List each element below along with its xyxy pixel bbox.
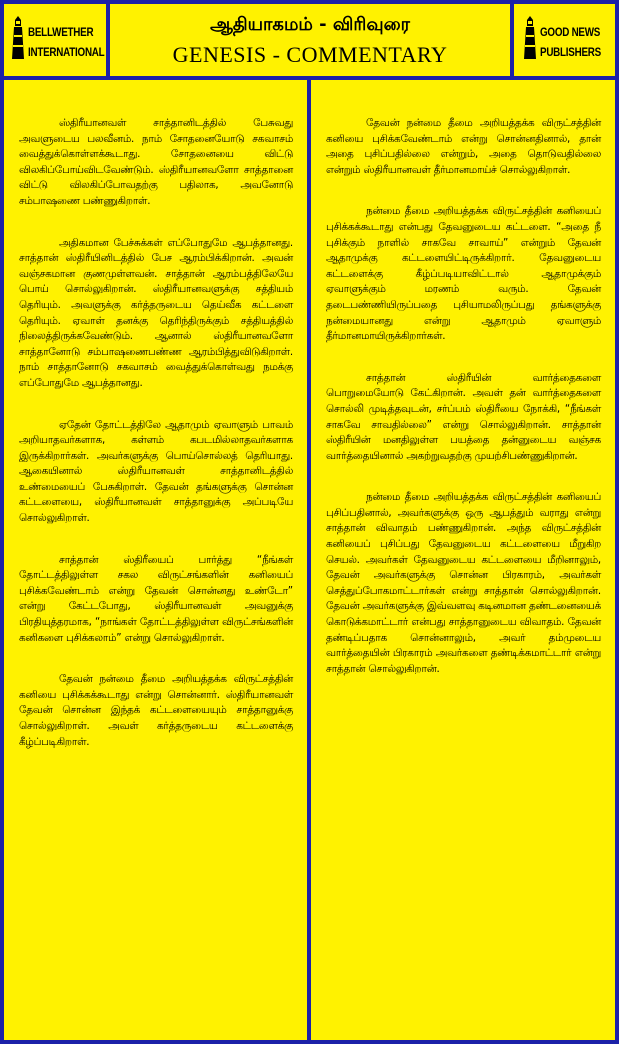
left-paragraph-1: ஸ்திரீயானவள் சாத்தானிடத்தில் பேசுவது அவளுடைய பலவீனம். நாம் சோதனையோடு சகவாசம் வைத்துக்கொள்ளக்கூடாது. சோதனையை விட்டு விலகிப்போய்விடவேண்டும். ஸ்திரீயானவளோ சாத்தானை விட்டு விலகிப்போவதற்கு பதிலாக, அவனோடு சம்பாஷணை பண்ணுகிறாள். bbox=[19, 117, 293, 207]
lighthouse-icon bbox=[10, 15, 26, 61]
right-paragraph-3: சாத்தான் ஸ்திரீயின் வார்த்தைகளை பொறுமையோடு கேட்கிறான். அவள் தன் வார்த்தைகளை சொல்லி முடித்தவுடன், சர்ப்பம் ஸ்திரீயை நோக்கி, “நீங்கள் சாகவே சாவதில்லை” என்று சொல்லுகிறான். சாத்தான் ஸ்திரீயின் மனதிலுள்ள பயத்தை தன்னுடைய வஞ்சக வார்த்தையினால் அகற்றுவதற்கு முயற்சிபண்ணுகிறான். bbox=[326, 371, 601, 462]
left-paragraph-3: ஏதேன் தோட்டத்திலே ஆதாமும் ஏவாளும் பாவம் அறியாதவர்களாக, கள்ளம் கபடமில்லாதவர்களாக இருக்கிறார்கள். அவர்களுக்கு பொய்சொல்லத் தெரியாது. ஆகையினால் ஸ்திரீயானவள் சாத்தானிடத்தில் உண்மையைப் பேசுகிறாள். தேவன் தங்களுக்கு சொன்ன கட்டளையை, ஸ்திரீயானவள் சாத்தானுக்கு அப்படியே சொல்லுகிறாள். bbox=[19, 418, 293, 525]
bellwether-line2: INTERNATIONAL bbox=[28, 45, 105, 59]
right-paragraph-4: நன்மை தீமை அறியத்தக்க விருட்சத்தின் கனியைப் புசிப்பதினால், அவர்களுக்கு ஒரு ஆபத்தும் வராது என்று சாத்தான் விவாதம் பண்ணுகிறான். அந்த விருட்சத்தின் கனியைப் புசிப்பது தேவனுடைய கட்டளையை மீறுகிற செயல். அவர்கள் தேவனுடைய கட்டளையை மீறினாலும், தேவன் அவர்களுக்கு சொன்ன பிரகாரம், அவர்கள் செத்துப்போகமாட்டார்கள் என்று சாத்தான் சொல்லுகிறான். தேவன் அவர்களுக்கு இவ்வளவு கடினமான தண்டனையைக் கொடுக்கமாட்டார் என்பது சாத்தானுடைய விவாதம். தேவன் தண்டிப்பதாக சொன்னாலும், அவர் தம்முடைய வார்த்தையின் பிரகாரம் அவர்களை தண்டிக்கமாட்டார் என்று சாத்தான் சொல்லுகிறான். bbox=[326, 491, 601, 675]
lighthouse-icon bbox=[522, 15, 538, 61]
right-paragraph-1: தேவன் நன்மை தீமை அறியத்தக்க விருட்சத்தின் கனியை புசிக்கவேண்டாம் என்று சொன்னதினால், தான் அதை புசிப்பதில்லை என்றும், அதை தொடுவதில்லை என்றும் ஸ்திரீயானவள் தீர்மானமாய்ச் சொல்லுகிறாள். bbox=[326, 117, 601, 176]
bellwether-line1: BELLWETHER bbox=[28, 25, 94, 39]
left-column bbox=[4, 80, 307, 1040]
bellwether-logo bbox=[4, 4, 106, 76]
page-title-box bbox=[110, 4, 510, 76]
right-column bbox=[311, 80, 615, 1040]
left-paragraph-2: அதிகமான பேச்சுக்கள் எப்போதுமே ஆபத்தானது. சாத்தான் ஸ்திரீயினிடத்தில் பேச ஆரம்பிக்கிறான். அவன் வஞ்சகமான குணமுள்ளவன். சாத்தான் ஆரம்பத்திலேயே பொய் சொல்லுகிறான். ஸ்திரீயானவளுக்கு சத்தியம் தெரியும். அவளுக்கு கர்த்தருடைய தெய்வீக கட்டளை தெரியும். ஏவாள் தனக்கு தெரிந்திருக்கும் சத்தியத்தில் நிலைத்திருக்கவேண்டும். ஆனால் ஸ்திரீயானவளோ சாத்தானோடு சம்பாஷணைபண்ண ஆரம்பித்துவிடுகிறாள். நாம் சாத்தானோடு சகவாசம் வைத்துக்கொள்வது நமக்கு எப்போதுமே ஆபத்தானது. bbox=[19, 236, 293, 389]
good-news-line1: GOOD NEWS bbox=[540, 25, 601, 39]
title-tamil: ஆதியாகமம் - விரிவுரை bbox=[210, 14, 410, 35]
left-paragraph-4: சாத்தான் ஸ்திரீயைப் பார்த்து “நீங்கள் தோட்டத்திலுள்ள சகல விருட்சங்களின் கனியைப் புசிக்கவேண்டாம் என்று தேவன் சொன்னது உண்டோ” என்று கேட்டபோது, ஸ்திரீயானவள் அவனுக்கு பிரதியுத்தரமாக, “நாங்கள் தோட்டத்திலுள்ள விருட்சங்களின் கனிகளை புசிக்கலாம்” என்று சொல்லுகிறாள். bbox=[19, 553, 293, 644]
left-paragraph-5: தேவன் நன்மை தீமை அறியத்தக்க விருட்சத்தின் கனியை புசிக்கக்கூடாது என்று சொன்னார். ஸ்திரீயானவள் தேவன் சொன்ன இந்தக் கட்டளையையும் சாத்தானுக்கு சொல்லுகிறாள். அவள் கர்த்தருடைய கட்டளைக்கு கீழ்ப்படிகிறாள். bbox=[19, 673, 293, 748]
good-news-logo bbox=[514, 4, 615, 76]
title-english: GENESIS - COMMENTARY bbox=[172, 42, 448, 67]
good-news-line2: PUBLISHERS bbox=[540, 45, 601, 59]
right-paragraph-2: நன்மை தீமை அறியத்தக்க விருட்சத்தின் கனியைப் புசிக்கக்கூடாது என்பது தேவனுடைய கட்டளை. “அதை நீ புசிக்கும் நாளில் சாகவே சாவாய்” என்றும் தேவன் ஆதாமுக்கு கட்டளையிட்டிருக்கிறார். தேவனுடைய கட்டளைக்கு கீழ்ப்படியாவிட்டால் ஆதாமுக்கும் ஏவாளுக்கும் மரணம் வரும். தேவன் தடைபண்ணியிருப்பதை புசியாமலிருப்பது தங்களுக்கு நன்மையானது என்று ஆதாமும் ஏவாளும் தீர்மானமாயிருக்கிறார்கள். bbox=[326, 205, 601, 343]
